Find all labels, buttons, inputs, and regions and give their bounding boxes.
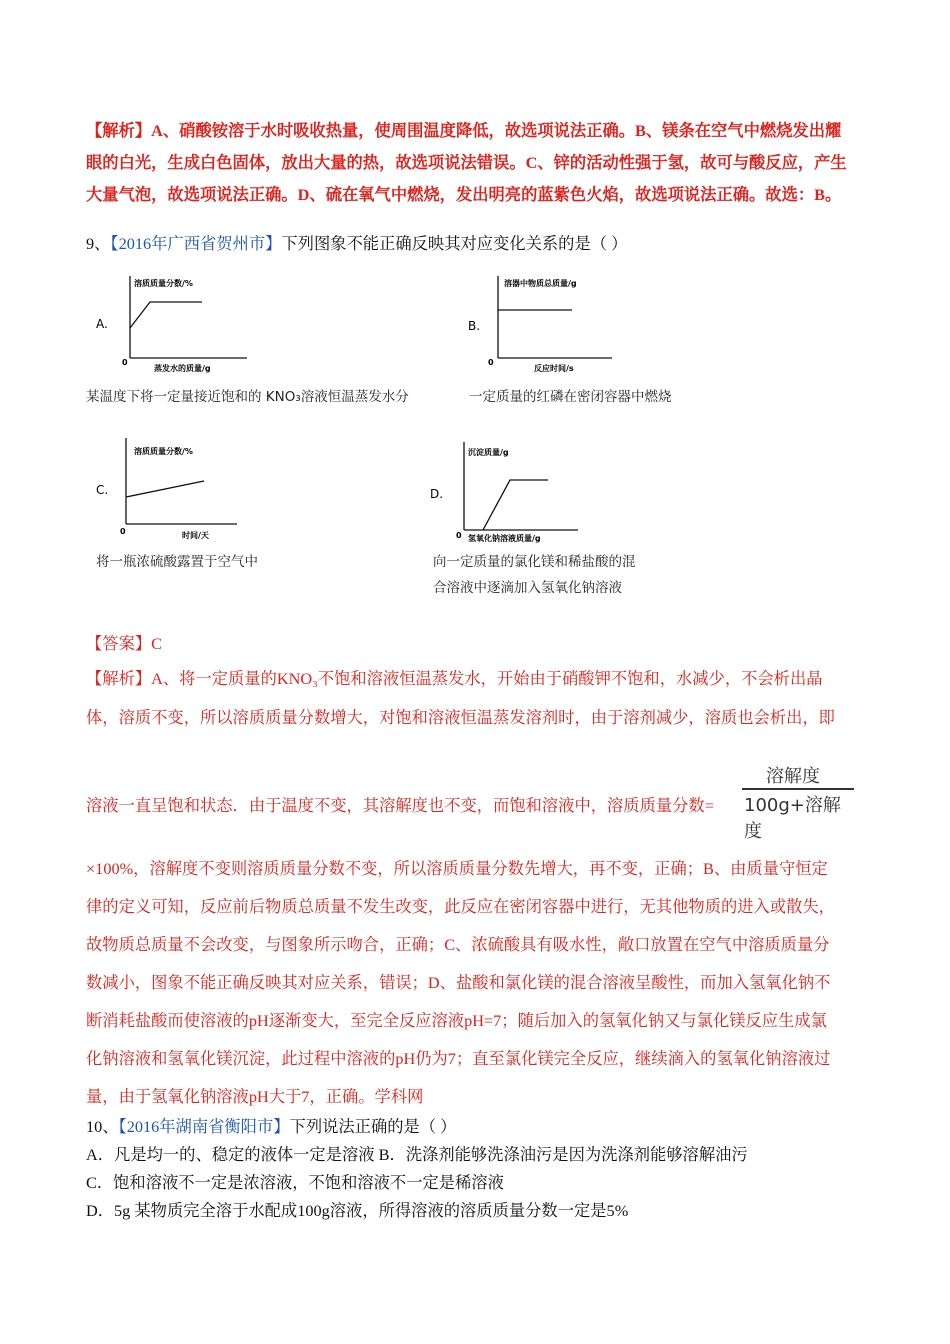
graph-b-option: B. bbox=[468, 319, 481, 333]
question-10-option-d: D．5g 某物质完全溶于水配成100g溶液，所得溶液的溶质质量分数一定是5% bbox=[86, 1201, 629, 1220]
question-9-stem: 下列图象不能正确反映其对应变化关系的是（ ） bbox=[281, 234, 628, 253]
question-9-number: 9、 bbox=[86, 234, 111, 253]
question-10-stem: 下列说法正确的是（ ） bbox=[289, 1117, 457, 1136]
question-10-number: 10、 bbox=[86, 1117, 119, 1136]
analysis-9-rest-4: 数减小，图象不能正确反映其对应关系，错误；D、盐酸和氯化镁的混合溶液呈酸性，而加入氢氧化钠不 bbox=[86, 973, 831, 992]
graph-c bbox=[92, 434, 292, 546]
question-10-option-ab: A．凡是均一的、稳定的液体一定是溶液 B．洗涤剂能够洗涤油污是因为洗涤剂能够溶解油污 bbox=[86, 1145, 748, 1164]
graph-c-curve bbox=[126, 481, 204, 497]
question-9 bbox=[86, 230, 627, 254]
analysis-9-rest-6: 化钠溶液和氢氧化镁沉淀，此过程中溶液的pH仍为7；直至氯化镁完全反应，继续滴入的氢氧化钠溶液过 bbox=[86, 1049, 831, 1068]
graph-a-origin: 0 bbox=[122, 358, 128, 367]
graph-b bbox=[462, 270, 662, 380]
question-10-source: 【2016年湖南省衡阳市】 bbox=[118, 1117, 290, 1136]
fraction-bar bbox=[742, 788, 854, 790]
analysis-9-rest-5: 断消耗盐酸而使溶液的pH逐渐变大，至完全反应溶液pH=7；随后加入的氢氧化钠又与氯化镁反应生成氯 bbox=[86, 1011, 827, 1030]
graph-a bbox=[92, 270, 292, 380]
analysis-9-line-1: 【解析】A、将一定质量的KNO₃不饱和溶液恒温蒸发水，开始由于硝酸钾不饱和，水减少，不会析出晶 bbox=[86, 669, 823, 688]
fraction-denominator: 100g+溶解度 bbox=[744, 795, 841, 842]
graph-d-caption-line-2: 合溶液中逐滴加入氢氧化钠溶液 bbox=[433, 580, 622, 596]
analysis-8-line-1: 【解析】A、硝酸铵溶于水时吸收热量，使周围温度降低，故选项说法正确。B、镁条在空气中燃烧发出耀 bbox=[86, 121, 842, 140]
graph-a-curve bbox=[130, 302, 202, 328]
graph-d-caption-line-1: 向一定质量的氯化镁和稀盐酸的混 bbox=[433, 554, 636, 570]
analysis-9-rest-1: ×100%，溶解度不变则溶质质量分数不变，所以溶质质量分数先增大，再不变，正确；B、由质量守恒定 bbox=[86, 859, 828, 878]
analysis-9-line-2: 体，溶质不变，所以溶质质量分数增大，对饱和溶液恒温蒸发溶剂时，由于溶剂减少，溶质也会析出，即 bbox=[86, 708, 835, 727]
question-9-source: 【2016年广西省贺州市】 bbox=[110, 234, 282, 253]
graph-d-option: D. bbox=[430, 487, 444, 501]
question-10-option-c: C．饱和溶液不一定是浓溶液，不饱和溶液不一定是稀溶液 bbox=[86, 1173, 504, 1192]
graph-a-y-label: 溶质质量分数/% bbox=[134, 279, 193, 288]
graph-d-curve bbox=[483, 480, 548, 530]
graph-c-option: C. bbox=[96, 483, 109, 497]
graph-a-x-label: 蒸发水的质量/g bbox=[154, 364, 211, 373]
question-10 bbox=[86, 1113, 456, 1137]
fraction-formula bbox=[738, 762, 858, 842]
graph-a-option: A. bbox=[96, 317, 108, 331]
answer: 【答案】C bbox=[86, 634, 162, 653]
graph-d-x-label: 氢氧化钠溶液质量/g bbox=[468, 534, 541, 543]
analysis-8-line-3: 大量气泡，故选项说法正确。D、硫在氧气中燃烧，发出明亮的蓝紫色火焰，故选项说法正确。故选：B。 bbox=[86, 185, 842, 204]
analysis-9-rest-7: 量，由于氢氧化钠溶液pH大于7，正确。学科网 bbox=[86, 1087, 424, 1106]
graph-a-caption: 某温度下将一定量接近饱和的 KNO₃溶液恒温蒸发水分 bbox=[86, 389, 409, 405]
analysis-8-line-2: 眼的白光，生成白色固体，放出大量的热，故选项说法错误。C、锌的活动性强于氢，故可与酸反应，产生 bbox=[86, 153, 847, 172]
analysis-9-rest-2: 律的定义可知，反应前后物质总质量不发生改变，此反应在密闭容器中进行，无其他物质的进入或散失， bbox=[86, 897, 835, 916]
fraction-numerator: 溶解度 bbox=[766, 766, 820, 787]
graph-c-y-label: 溶质质量分数/% bbox=[134, 447, 193, 456]
graph-d bbox=[428, 440, 628, 546]
graph-d-y-label: 沉淀质量/g bbox=[468, 448, 509, 457]
graph-b-origin: 0 bbox=[488, 358, 494, 367]
graph-c-caption: 将一瓶浓硫酸露置于空气中 bbox=[96, 554, 258, 570]
graph-b-caption: 一定质量的红磷在密闭容器中燃烧 bbox=[469, 389, 672, 405]
analysis-9-rest-3: 故物质总质量不会改变，与图象所示吻合，正确；C、浓硫酸具有吸水性，敞口放置在空气中溶质质量分 bbox=[86, 935, 830, 954]
graph-c-origin: 0 bbox=[120, 527, 126, 536]
graph-b-x-label: 反应时间/s bbox=[534, 364, 574, 373]
graph-b-y-label: 溶器中物质总质量/g bbox=[504, 279, 577, 288]
analysis-9-line-3: 溶液一直呈饱和状态．由于温度不变，其溶解度也不变，而饱和溶液中，溶质质量分数= bbox=[86, 796, 714, 815]
graph-d-origin: 0 bbox=[456, 531, 462, 540]
graph-c-x-label: 时间/天 bbox=[182, 531, 209, 540]
